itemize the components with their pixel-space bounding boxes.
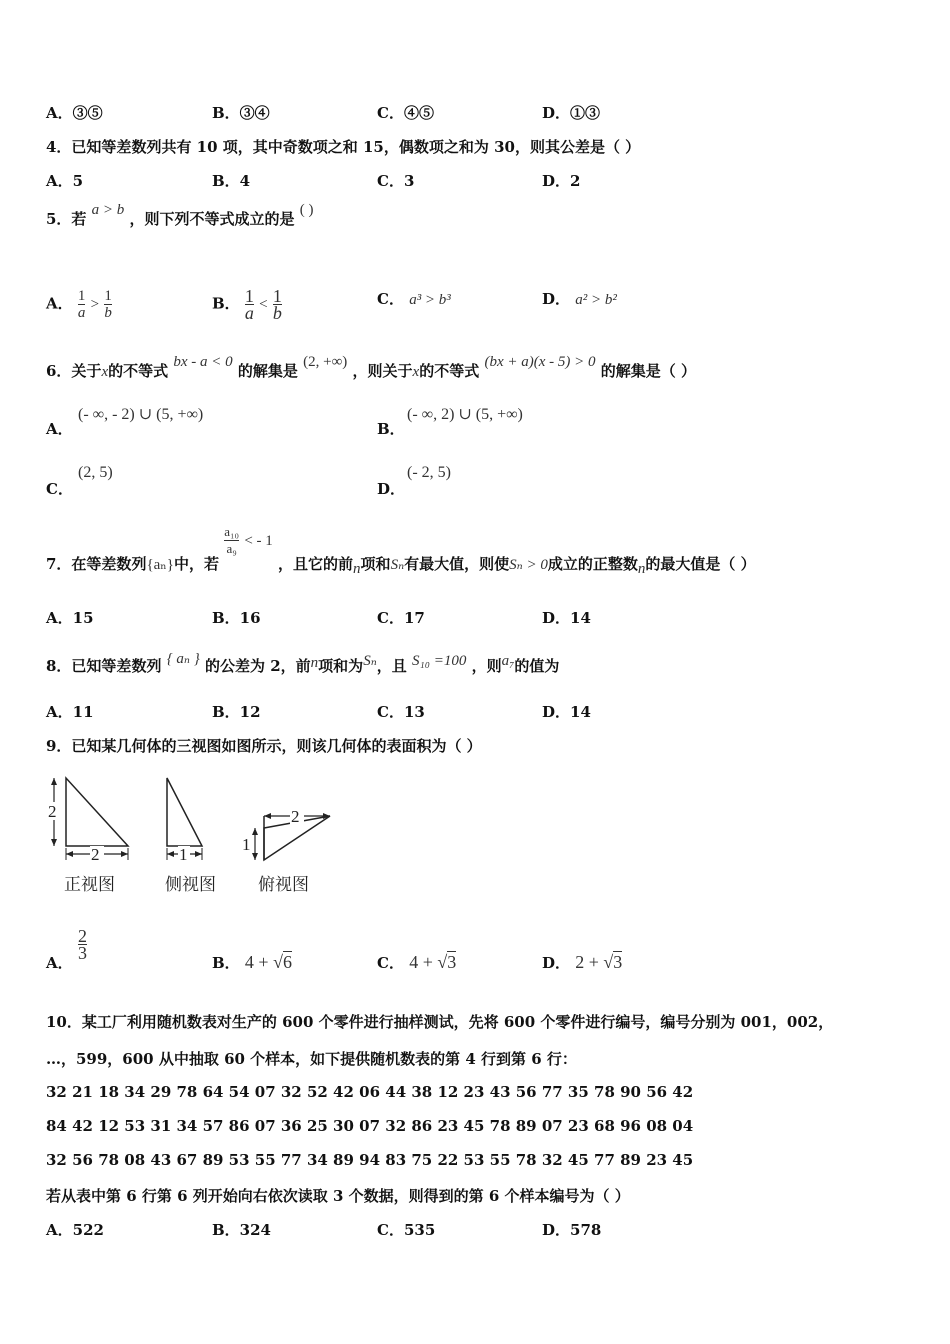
q4-options (46, 170, 906, 192)
front-view-caption: 正视图 (64, 875, 115, 895)
q10-option-c: C．535 (377, 1221, 436, 1239)
q9-label-c: C． (377, 954, 404, 972)
q8-options (46, 701, 906, 723)
q8-p3: 项和为 (318, 657, 364, 675)
q9-label-b: B． (212, 954, 240, 972)
front-height-label: 2 (48, 802, 57, 821)
q9-option-a: $\frac{2}{3}$ (78, 926, 87, 963)
q9-b-expr: 4 + √6 (244, 952, 292, 972)
q7-option-c: C．17 (377, 609, 425, 627)
q7-p4: 项和 (360, 554, 391, 573)
q10-options (46, 1219, 906, 1241)
q6-x1: x (101, 364, 109, 380)
q6-ineq2: (bx + a)(x - 5) > 0 (484, 354, 596, 370)
q10-stem-line1: 10．某工厂利用随机数表对生产的 600 个零件进行抽样测试，先将 600 个零件进行编号，编号分别为 001，002， (46, 1013, 834, 1031)
q5-label-d: D． (542, 290, 571, 308)
q5-options (46, 268, 906, 323)
q6-interval: (2, +∞) (303, 354, 348, 370)
q6-option-c: (2, 5) (78, 464, 113, 481)
front-width-arrow-left (66, 851, 73, 857)
q7-s1: Sₙ (390, 556, 405, 573)
q7-seq: {aₙ} (146, 556, 174, 573)
q6-label-b: B． (377, 420, 405, 438)
q6-ineq1: bx - a < 0 (173, 354, 233, 370)
q7-p2: 中，若 (174, 554, 220, 573)
q6-options-cd (46, 464, 906, 504)
q3-option-c: C．④⑤ (377, 104, 434, 122)
front-width-arrow-right (121, 851, 128, 857)
q3-option-d: D．①③ (542, 104, 601, 122)
q5-option-c (377, 288, 451, 309)
q6-options-ab (46, 404, 906, 444)
q9-option-c (377, 952, 456, 973)
random-table-row-6: 32 56 78 08 43 67 89 53 55 77 34 89 94 83 75 22 53 55 78 32 45 77 89 23 45 (46, 1151, 694, 1169)
q6-option-b: (- ∞, 2) ∪ (5, +∞) (407, 406, 523, 423)
q6-p6: 的解集是（ ） (600, 362, 696, 380)
q6-label-c: C． (46, 480, 73, 498)
q9-option-b (212, 952, 292, 973)
q8-stem (46, 651, 560, 676)
top-height-label: 1 (242, 835, 251, 854)
q6-stem (46, 354, 696, 381)
front-width-label: 2 (91, 845, 100, 864)
q6-p5: 的不等式 (419, 362, 480, 380)
q6-p2: 的不等式 (108, 362, 169, 380)
q10-option-a: A．522 (46, 1221, 104, 1239)
q8-p1: 8．已知等差数列 (46, 657, 162, 675)
q6-p3: 的解集是 (237, 362, 298, 380)
q8-option-a: A．11 (46, 703, 94, 721)
top-view-figure (240, 804, 340, 864)
q9-option-d (542, 952, 622, 973)
q5-condition: a > b (91, 202, 125, 218)
side-width-label: 1 (179, 845, 188, 864)
q4-option-c: C．3 (377, 172, 415, 190)
q5-a-frac1: $\frac{1}{a}$ (77, 288, 86, 321)
q7-p6: 成立的正整数 (547, 554, 638, 573)
q6-p4: ，则关于 (352, 362, 413, 380)
top-view-caption: 俯视图 (258, 875, 309, 895)
q8-option-b: B．12 (212, 703, 261, 721)
q5-b-op: < (259, 296, 268, 313)
q9-label-a: A． (46, 954, 73, 972)
q5-b-frac1: $\frac{1}{a}$ (244, 286, 254, 323)
q7-p1: 7．在等差数列 (46, 554, 147, 573)
side-view-triangle (167, 778, 202, 846)
q7-option-d: D．14 (542, 609, 591, 627)
q9-c-expr: 4 + √3 (409, 952, 457, 972)
q5-paren: ( ) (299, 202, 314, 218)
q5-option-d (542, 288, 617, 309)
q5-a-frac2: $\frac{1}{b}$ (104, 288, 112, 321)
q7-stem (46, 524, 756, 577)
q5-label-c: C． (377, 290, 404, 308)
front-height-arrow-bottom (51, 839, 57, 846)
random-table-row-4: 32 21 18 34 29 78 64 54 07 32 52 42 06 44 38 12 23 43 56 77 35 78 90 56 42 (46, 1083, 694, 1101)
q9-options (46, 928, 906, 974)
random-table-row-5: 84 42 12 53 31 34 57 86 07 36 25 30 07 32 86 23 45 78 89 07 23 68 96 08 04 (46, 1117, 694, 1135)
q9-d-expr: 2 + √3 (575, 952, 623, 972)
q9-label-d: D． (542, 954, 571, 972)
q7-option-a: A．15 (46, 609, 94, 627)
q7-p3: ，且它的前 (278, 554, 354, 573)
q7-n2: n (637, 560, 646, 577)
front-height-arrow-top (51, 778, 57, 785)
q10-option-b: B．324 (212, 1221, 271, 1239)
q8-n: n (310, 655, 319, 671)
front-view-figure (44, 770, 144, 866)
q4-option-b: B．4 (212, 172, 251, 190)
q8-option-d: D．14 (542, 703, 591, 721)
q5-b-frac2: $\frac{1}{b}$ (272, 286, 282, 323)
q6-option-d: (- 2, 5) (407, 464, 451, 481)
q7-ineq: < - 1 (244, 532, 273, 549)
q7-n1: n (353, 560, 361, 577)
q10-stem-line2: …，599，600 从中抽取 60 个样本，如下提供随机数表的第 4 行到第 6 行： (46, 1050, 577, 1068)
q10-option-d: D．578 (542, 1221, 602, 1239)
q5-pre: 5．若 (46, 210, 87, 228)
q5-d-expr: a² > b² (575, 292, 617, 308)
q5-stem (46, 202, 314, 229)
q8-seq: { aₙ } (166, 651, 200, 667)
q5-a-op: > (90, 296, 100, 313)
q6-p1: 6．关于 (46, 362, 102, 380)
front-view-triangle (66, 778, 128, 846)
q9-stem: 9．已知某几何体的三视图如图所示，则该几何体的表面积为（ ） (46, 737, 482, 755)
q3-option-a: A．③⑤ (46, 104, 103, 122)
q3-option-b: B．③④ (212, 104, 270, 122)
q8-p6: 的值为 (514, 657, 560, 675)
q8-s10: S₁₀ =100 (412, 653, 467, 669)
q8-a7: a₇ (501, 653, 515, 669)
q6-option-a: (- ∞, - 2) ∪ (5, +∞) (78, 406, 204, 423)
q7-option-b: B．16 (212, 609, 261, 627)
q4-option-a: A．5 (46, 172, 84, 190)
q7-p5: 有最大值，则使 (404, 554, 510, 573)
q8-p5: ，则 (471, 657, 502, 675)
q6-label-d: D． (377, 480, 406, 498)
q7-fraction: $\frac{\text{a₁₀}}{\text{a₉}}$ (224, 524, 240, 556)
top-width-label: 2 (291, 807, 300, 826)
q8-option-c: C．13 (377, 703, 425, 721)
q10-stem-line3: 若从表中第 6 行第 6 列开始向右依次读取 3 个数据，则得到的第 6 个样本编号为（ ） (46, 1187, 630, 1205)
q7-options (46, 607, 906, 629)
q4-option-d: D．2 (542, 172, 581, 190)
q5-c-expr: a³ > b³ (409, 292, 451, 308)
q6-label-a: A． (46, 420, 73, 438)
q4-stem: 4．已知等差数列共有 10 项，其中奇数项之和 15，偶数项之和为 30，则其公差是（ ） (46, 138, 641, 156)
q5-option-b (212, 288, 282, 321)
q8-p4: ，且 (376, 657, 407, 675)
q8-p2: 的公差为 2，前 (205, 657, 311, 675)
q5-label-b: B． (212, 294, 240, 313)
side-view-caption: 侧视图 (165, 875, 216, 895)
q3-options (46, 102, 906, 124)
q8-s: Sₙ (363, 653, 377, 669)
q7-p7: 的最大值是（ ） (645, 554, 756, 573)
side-view-figure (160, 770, 220, 866)
q6-x2: x (412, 364, 420, 380)
q5-option-a (46, 288, 112, 321)
q7-s2: Sₙ > 0 (509, 556, 548, 573)
q5-post: ，则下列不等式成立的是 (129, 210, 295, 228)
q5-label-a: A． (46, 294, 73, 313)
